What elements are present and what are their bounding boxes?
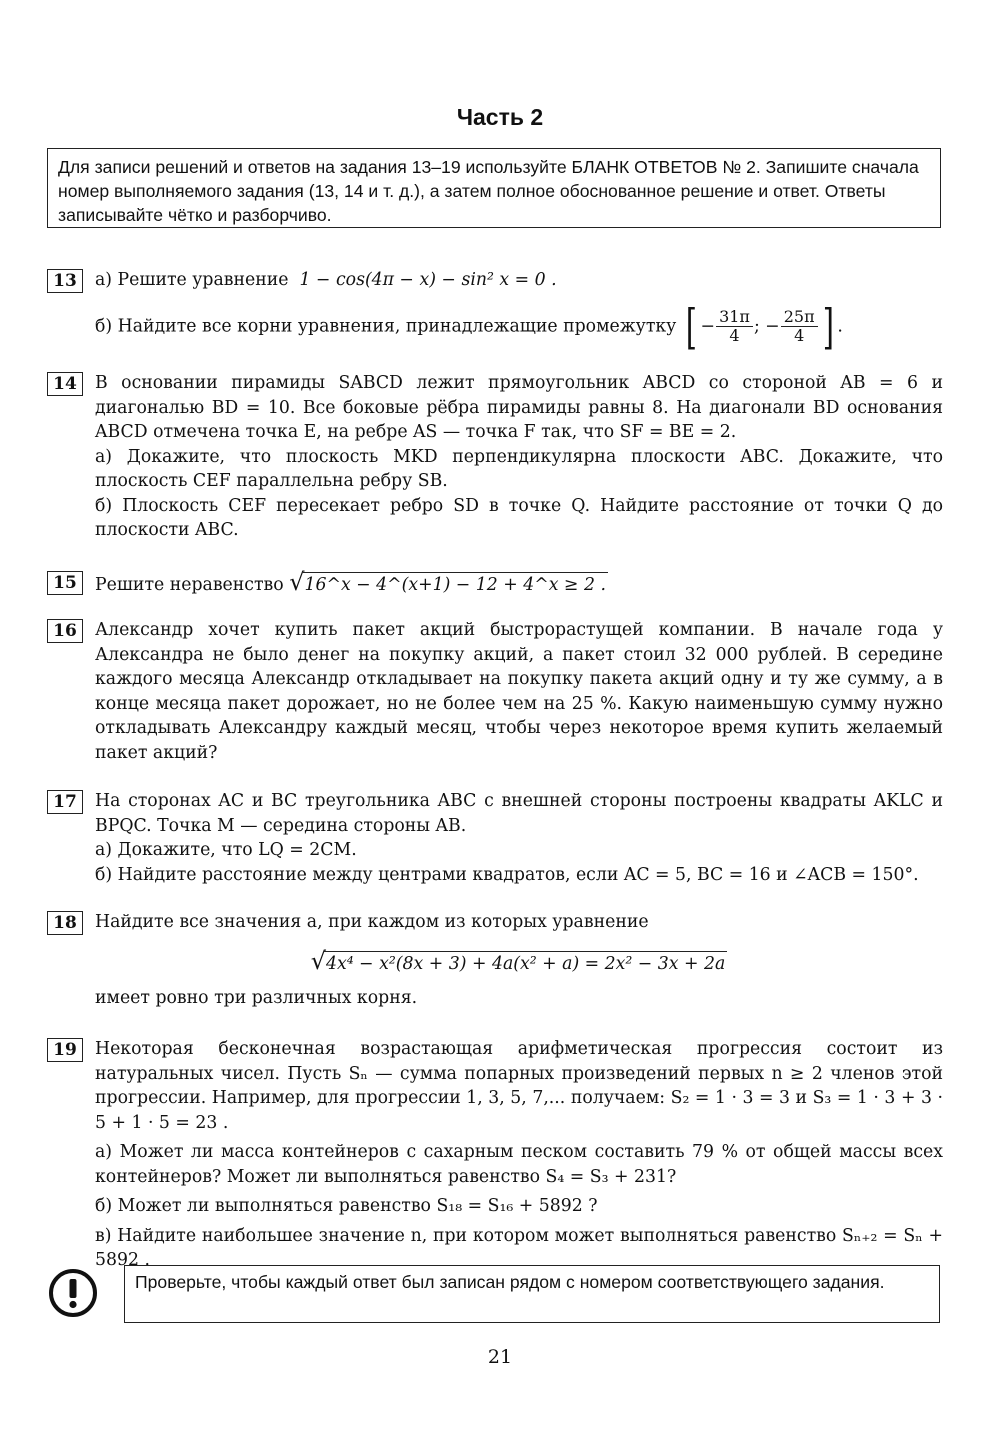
task-13-equation: 1 − cos(4π − x) − sin² x = 0 . — [299, 270, 557, 290]
task-18-equation: 4x⁴ − x²(8x + 3) + 4a(x² + a) = 2x² − 3x + 2a — [324, 951, 727, 977]
task-number: 19 — [47, 1038, 83, 1062]
page-title: Часть 2 — [456, 104, 544, 130]
task-number: 15 — [47, 571, 83, 595]
exclamation-icon — [48, 1268, 98, 1318]
task-19-part-b: б) Может ли выполняться равенство S₁₈ = S₁₆ + 5892 ? — [95, 1196, 598, 1216]
task-13-part-a-label: а) Решите уравнение — [95, 270, 289, 290]
task-17-text: На сторонах AC и BC треугольника ABC с внешней стороны построены квадраты AKLC и BPQC. Точка M — середина стороны AB. — [95, 791, 943, 836]
task-19-part-c: в) Найдите наибольшее значение n, при котором может выполняться равенство Sₙ₊₂ = Sₙ + 5892 . — [95, 1225, 943, 1270]
task-13-part-b-label: б) Найдите все корни уравнения, принадлежащие промежутку — [95, 316, 677, 336]
task-19-part-a: а) Может ли масса контейнеров с сахарным песком составить 79 % от общей массы всех контейнеров? Может ли выполняться равенство S₄ = S₃ + 231? — [95, 1142, 943, 1187]
task-14-part-a: а) Докажите, что плоскость MKD перпендикулярна плоскости ABC. Докажите, что плоскость CEF параллельна ребру SB. — [95, 446, 943, 491]
task-15-text: Решите неравенство — [95, 575, 284, 595]
task-number: 18 — [47, 911, 83, 935]
interval-right-fraction: $\frac{25\pi}{4}$ — [781, 308, 818, 345]
interval-left-fraction: $\frac{31\pi}{4}$ — [716, 308, 753, 345]
task-18-tail: имеет ровно три различных корня. — [95, 988, 418, 1008]
task-16-text: Александр хочет купить пакет акций быстрорастущей компании. В начале года у Александра не было денег на покупку акций, а пакет стоил 32 000 рублей. В середине каждого месяца Александр откладывает на покупку пакета акций одну и ту же сумму, а в конце месяца пакет дорожает, но не более чем на 25 %. Какую наименьшую сумму нужно откладывать Александру каждый месяц, чтобы через некоторое время купить желаемый пакет акций? — [95, 620, 943, 763]
task-17-part-b: б) Найдите расстояние между центрами квадратов, если AC = 5, BC = 16 и ∠ACB = 150°. — [95, 864, 919, 885]
task-15-inequality: 16^x − 4^(x+1) − 12 + 4^x ≥ 2 . — [302, 572, 607, 598]
instructions-box: Для записи решений и ответов на задания 13–19 используйте БЛАНК ОТВЕТОВ № 2. Запишите сначала номер выполняемого задания (13, 14 и т. д.), а затем полное обоснованное решение и ответ. Ответы записывайте чётко и разборчиво. — [47, 148, 941, 228]
task-number: 13 — [47, 269, 83, 293]
task-14-text: В основании пирамиды SABCD лежит прямоугольник ABCD со стороной AB = 6 и диагональю BD = 10. Все боковые рёбра пирамиды равны 8. На диагонали BD основания ABCD отмечена точка E, на ребре AS — точка F так, что SF = BE = 2. — [95, 373, 943, 442]
task-number: 17 — [47, 790, 83, 814]
task-19-text: Некоторая бесконечная возрастающая арифметическая прогрессия состоит из натуральных чисел. Пусть Sₙ — сумма попарных произведений первых n ≥ 2 членов этой прогрессии. Например, для прогрессии 1, 3, 5, 7,... получаем: S₂ = 1 · 3 = 3 и S₃ = 1 · 3 + 3 · 5 + 1 · 5 = 23 . — [95, 1039, 943, 1133]
task-number: 16 — [47, 619, 83, 643]
task-17-part-a: а) Докажите, что LQ = 2CM. — [95, 840, 357, 860]
task-18-text: Найдите все значения a, при каждом из которых уравнение — [95, 912, 649, 932]
task-14-part-b: б) Плоскость CEF пересекает ребро SD в точке Q. Найдите расстояние от точки Q до плоскости ABC. — [95, 495, 943, 540]
task-number: 14 — [47, 372, 83, 396]
exam-page: Часть 2 Для записи решений и ответов на задания 13–19 используйте БЛАНК ОТВЕТОВ № 2. Запишите сначала номер выполняемого задания (13, 14 и т. д.), а затем полное обоснованное решение и ответ. Ответы записывайте чётко и разборчиво. 13 а) Решите уравнение 1 − cos(4π − x) − sin² x = 0 . б) Найдите все корни уравнения, принадлежащие промежутку [ − $\frac{31\pi}{4}$ ; − $\frac{25\pi}{4}$ ] . 14 В основании пирамиды SABCD лежит прямоугольник ABCD со стороной AB = 6 и диагональю BD = 10. Все боковые рёбра пирамиды равны 8. На диагонали BD основания ABCD отмечена точка E, на ребре AS — точка F так, что SF = BE = 2. а) Докажите, что плоскость MKD перпендикулярна плоскости ABC. Докажите, что плоскость CEF параллельна ребру SB. б) Плоскость CEF пересекает ребро SD в точке Q. Найдите расстояние от точки Q до плоскости ABC. 15 Решите неравенство √16^x − 4^(x+1) − 12 + 4^x ≥ 2 . 16 Александр хочет купить пакет акций быстрорастущей компании. В начале года у Александра не было денег на покупку акций, а пакет стоил 32 000 рублей. В середине каждого месяца Александр откладывает на покупку пакета акций одну и ту же сумму, а в конце месяца пакет дорожает, но не более чем на 25 %. Какую наименьшую сумму нужно откладывать Александру каждый месяц, чтобы через некоторое время купить желаемый пакет акций? 17 На сторонах AC и BC треугольника ABC с внешней стороны построены квадраты AKLC и BPQC. Точка M — середина стороны AB. а) Докажите, что LQ = 2CM. б) Найдите расстояние между центрами квадратов, если AC = 5, BC = 16 и ∠ACB = 150°. 18 Найдите все значения a, при каждом из которых уравнение √4x⁴ − x²(8x + 3) + 4a(x² + a) = 2x² − 3x + 2a имеет ровно три различных корня. 19 Некоторая бесконечная возрастающая арифметическая прогрессия состоит из натуральных чисел. Пусть Sₙ — сумма попарных произведений первых n ≥ 2 членов этой прогрессии. Например, для прогрессии 1, 3, 5, 7,... получаем: S₂ = 1 · 3 = 3 и S₃ = 1 · 3 + 3 · 5 + 1 · 5 = 23 . а) Может ли масса контейнеров с сахарным песком составить 79 % от общей массы всех контейнеров? Может ли выполняться равенство S₄ = S₃ + 231? б) Может ли выполняться равенство S₁₈ = S₁₆ + 5892 ? в) Найдите наибольшее значение n, при котором может выполняться равенство Sₙ₊₂ = Sₙ + 5892 . Проверьте, чтобы каждый ответ был записан рядом с номером соответствующего задания. 21 — [0, 0, 1000, 1447]
page-number: 21 — [487, 1346, 513, 1368]
warning-box: Проверьте, чтобы каждый ответ был записан рядом с номером соответствующего задания. — [124, 1265, 940, 1323]
